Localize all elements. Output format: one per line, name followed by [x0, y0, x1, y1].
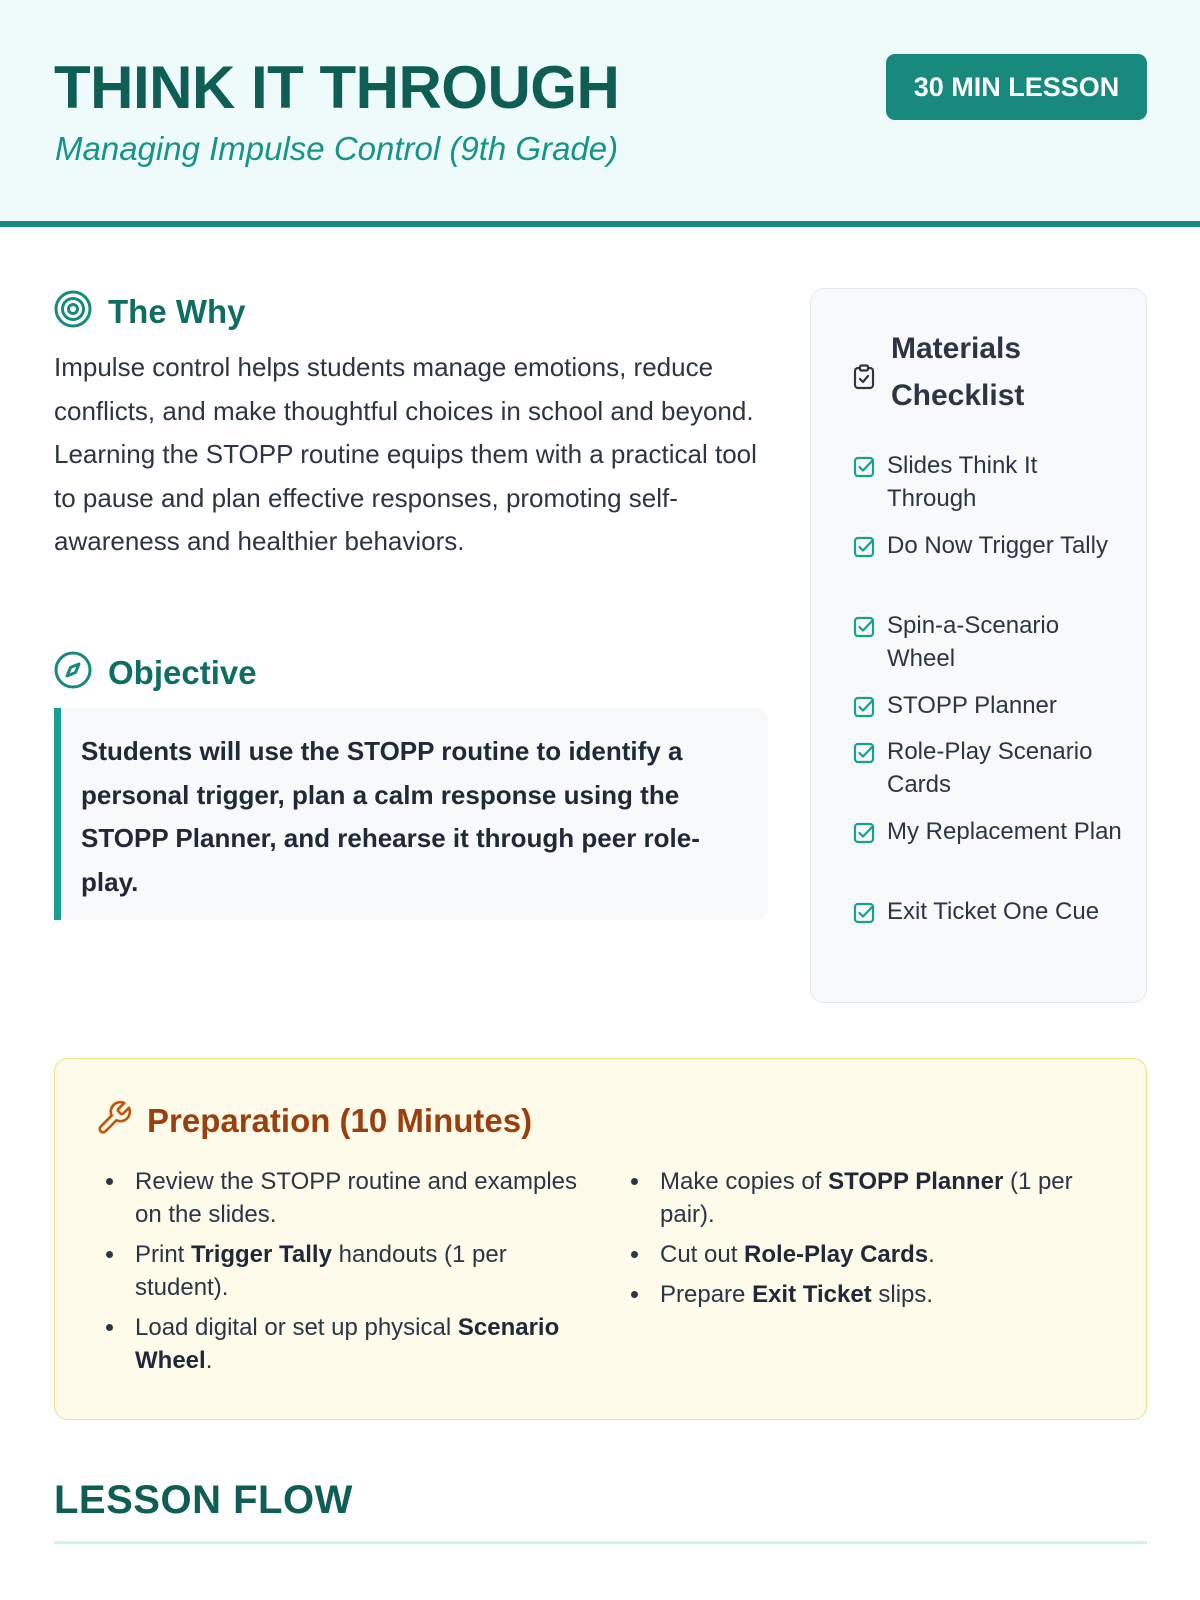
objective-heading-label: Objective [108, 653, 257, 691]
materials-checklist [810, 288, 1147, 1003]
checkbox-check-icon [853, 536, 875, 563]
checklist-item-label: My Replacement Plan [887, 818, 1122, 845]
preparation-list-right [630, 1165, 1102, 1318]
checklist-item-label: Role-Play Scenario Cards [887, 738, 1093, 798]
lesson-flow-heading: LESSON FLOW [54, 1478, 353, 1522]
preparation-item: • Review the STOPP routine and examples on the slides. [127, 1165, 583, 1231]
checklist-item-label: Spin-a-Scenario Wheel [887, 612, 1060, 672]
wrench-icon [95, 1099, 133, 1142]
checkbox-check-icon [853, 902, 875, 929]
preparation-heading-label: Preparation (10 Minutes) [147, 1101, 533, 1139]
checklist-item [853, 895, 1123, 929]
checklist-item-label: Slides Think It Through [887, 452, 1038, 512]
preparation-item: • Print Trigger Tally handouts (1 per student). [127, 1238, 583, 1304]
checklist-item [853, 689, 1123, 723]
why-heading-label: The Why [108, 292, 246, 330]
checklist-item [853, 815, 1123, 849]
preparation-item: • Cut out Role-Play Cards. [652, 1238, 1102, 1271]
checklist-item [853, 735, 1123, 801]
why-heading [54, 290, 246, 333]
objective-text: Students will use the STOPP routine to identify a personal trigger, plan a calm response using the STOPP Planner, and rehearse it through peer role-play. [81, 736, 700, 897]
clipboard-check-icon [853, 364, 875, 395]
preparation-list-left [105, 1165, 583, 1384]
duration-badge: 30 MIN LESSON [886, 54, 1147, 120]
checklist-item [853, 449, 1123, 515]
checkbox-check-icon [853, 742, 875, 769]
preparation-item: • Load digital or set up physical Scenario Wheel. [127, 1311, 583, 1377]
checkbox-check-icon [853, 822, 875, 849]
target-icon [54, 290, 92, 333]
preparation-heading [95, 1099, 532, 1142]
preparation-panel [54, 1058, 1147, 1420]
why-text: Impulse control helps students manage emotions, reduce conflicts, and make thoughtful choices in school and beyond. Learning the STOPP routine equips them with a practical tool to pause and plan effective responses, promoting self-awareness and healthier behaviors. [54, 352, 757, 556]
checkbox-check-icon [853, 616, 875, 643]
checkbox-check-icon [853, 456, 875, 483]
section-divider [54, 1541, 1147, 1544]
checkbox-check-icon [853, 696, 875, 723]
lesson-title: THINK IT THROUGH [54, 54, 620, 121]
checklist-item [853, 609, 1123, 675]
checklist-item [853, 529, 1123, 563]
materials-title: Materials Checklist [891, 332, 1025, 412]
checklist-item-label: Exit Ticket One Cue [887, 898, 1100, 925]
checklist-item-label: Do Now Trigger Tally [887, 532, 1108, 559]
compass-icon [54, 651, 92, 694]
objective-heading [54, 651, 257, 694]
preparation-item: • Prepare Exit Ticket slips. [652, 1278, 1102, 1311]
preparation-item: • Make copies of STOPP Planner (1 per pair). [652, 1165, 1102, 1231]
lesson-subtitle: Managing Impulse Control (9th Grade) [55, 130, 619, 167]
lesson-header [0, 0, 1200, 227]
objective-callout [54, 708, 768, 920]
checklist-item-label: STOPP Planner [887, 692, 1057, 719]
